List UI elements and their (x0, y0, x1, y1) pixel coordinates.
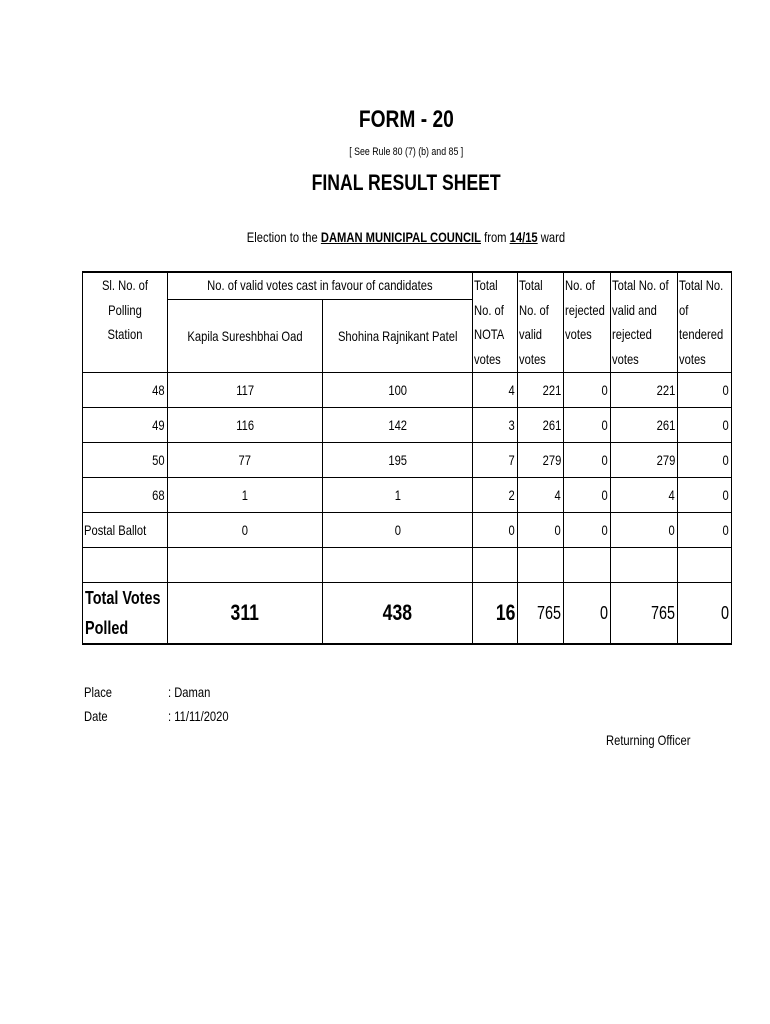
valid-rejected-votes: 261 (611, 408, 678, 443)
station-cell: Postal Ballot (83, 513, 168, 548)
header-polling-station: Sl. No. of Polling Station (83, 272, 168, 373)
total-label: Total Votes Polled (83, 583, 168, 645)
election-from: from (484, 229, 507, 245)
rejected-votes: 0 (564, 373, 611, 408)
header-candidate-2: Shohina Rajnikant Patel (323, 300, 473, 373)
valid-rejected-votes: 221 (611, 373, 678, 408)
table-row (83, 478, 732, 513)
election-ward: ward (540, 229, 566, 245)
candidate-2-votes: 0 (323, 513, 473, 548)
results-table (82, 271, 732, 645)
returning-officer-signature: Returning Officer (606, 732, 691, 748)
candidate-2-votes: 195 (323, 443, 473, 478)
station-cell: 50 (83, 443, 168, 478)
candidate-1-votes: 77 (168, 443, 323, 478)
rule-reference: [ See Rule 80 (7) (b) and 85 ] (349, 146, 463, 158)
total-nota: 16 (473, 583, 518, 645)
table-row (83, 408, 732, 443)
election-line (0, 229, 770, 245)
header-total-valid: Total No. of valid votes (518, 272, 564, 373)
station-cell: 68 (83, 478, 168, 513)
tendered-votes: 0 (678, 408, 732, 443)
rejected-votes: 0 (564, 478, 611, 513)
tendered-votes: 0 (678, 478, 732, 513)
valid-votes: 4 (518, 478, 564, 513)
table-row (83, 373, 732, 408)
valid-rejected-votes: 4 (611, 478, 678, 513)
header-row-1 (83, 272, 732, 300)
header-nota: Total No. of NOTA votes (473, 272, 518, 373)
nota-votes: 2 (473, 478, 518, 513)
total-candidate-2: 438 (323, 583, 473, 645)
place-label: Place (84, 684, 113, 700)
valid-rejected-votes: 0 (611, 513, 678, 548)
ward-number: 14/15 (509, 229, 538, 245)
date-label: Date (84, 708, 108, 724)
date-value: : 11/11/2020 (168, 708, 229, 724)
tendered-votes: 0 (678, 443, 732, 478)
valid-votes: 279 (518, 443, 564, 478)
header-valid-votes-group: No. of valid votes cast in favour of candidates (168, 272, 473, 300)
tendered-votes: 0 (678, 373, 732, 408)
form-title: FORM - 20 (358, 106, 454, 133)
total-valid: 765 (518, 583, 564, 645)
rejected-votes: 0 (564, 443, 611, 478)
nota-votes: 3 (473, 408, 518, 443)
station-cell: 48 (83, 373, 168, 408)
station-cell: 49 (83, 408, 168, 443)
header-candidate-1: Kapila Sureshbhai Oad (168, 300, 323, 373)
valid-votes: 261 (518, 408, 564, 443)
total-candidate-1: 311 (168, 583, 323, 645)
place-value: : Daman (168, 684, 211, 700)
candidate-1-votes: 0 (168, 513, 323, 548)
table-row (83, 443, 732, 478)
sheet-title: FINAL RESULT SHEET (311, 170, 501, 195)
total-rejected: 0 (564, 583, 611, 645)
header-valid-and-rejected: Total No. of valid and rejected votes (611, 272, 678, 373)
header-rejected: No. of rejected votes (564, 272, 611, 373)
valid-rejected-votes: 279 (611, 443, 678, 478)
nota-votes: 0 (473, 513, 518, 548)
total-tendered: 0 (678, 583, 732, 645)
candidate-2-votes: 100 (323, 373, 473, 408)
election-prefix: Election to the (246, 229, 318, 245)
nota-votes: 4 (473, 373, 518, 408)
valid-votes: 0 (518, 513, 564, 548)
header-tendered: Total No. of tendered votes (678, 272, 732, 373)
rejected-votes: 0 (564, 408, 611, 443)
council-name: DAMAN MUNICIPAL COUNCIL (320, 229, 482, 245)
candidate-1-votes: 117 (168, 373, 323, 408)
candidate-2-votes: 1 (323, 478, 473, 513)
total-row (83, 583, 732, 645)
blank-row (83, 548, 732, 583)
valid-votes: 221 (518, 373, 564, 408)
candidate-2-votes: 142 (323, 408, 473, 443)
nota-votes: 7 (473, 443, 518, 478)
rejected-votes: 0 (564, 513, 611, 548)
candidate-1-votes: 116 (168, 408, 323, 443)
tendered-votes: 0 (678, 513, 732, 548)
candidate-1-votes: 1 (168, 478, 323, 513)
table-row (83, 513, 732, 548)
total-valid-rejected: 765 (611, 583, 678, 645)
